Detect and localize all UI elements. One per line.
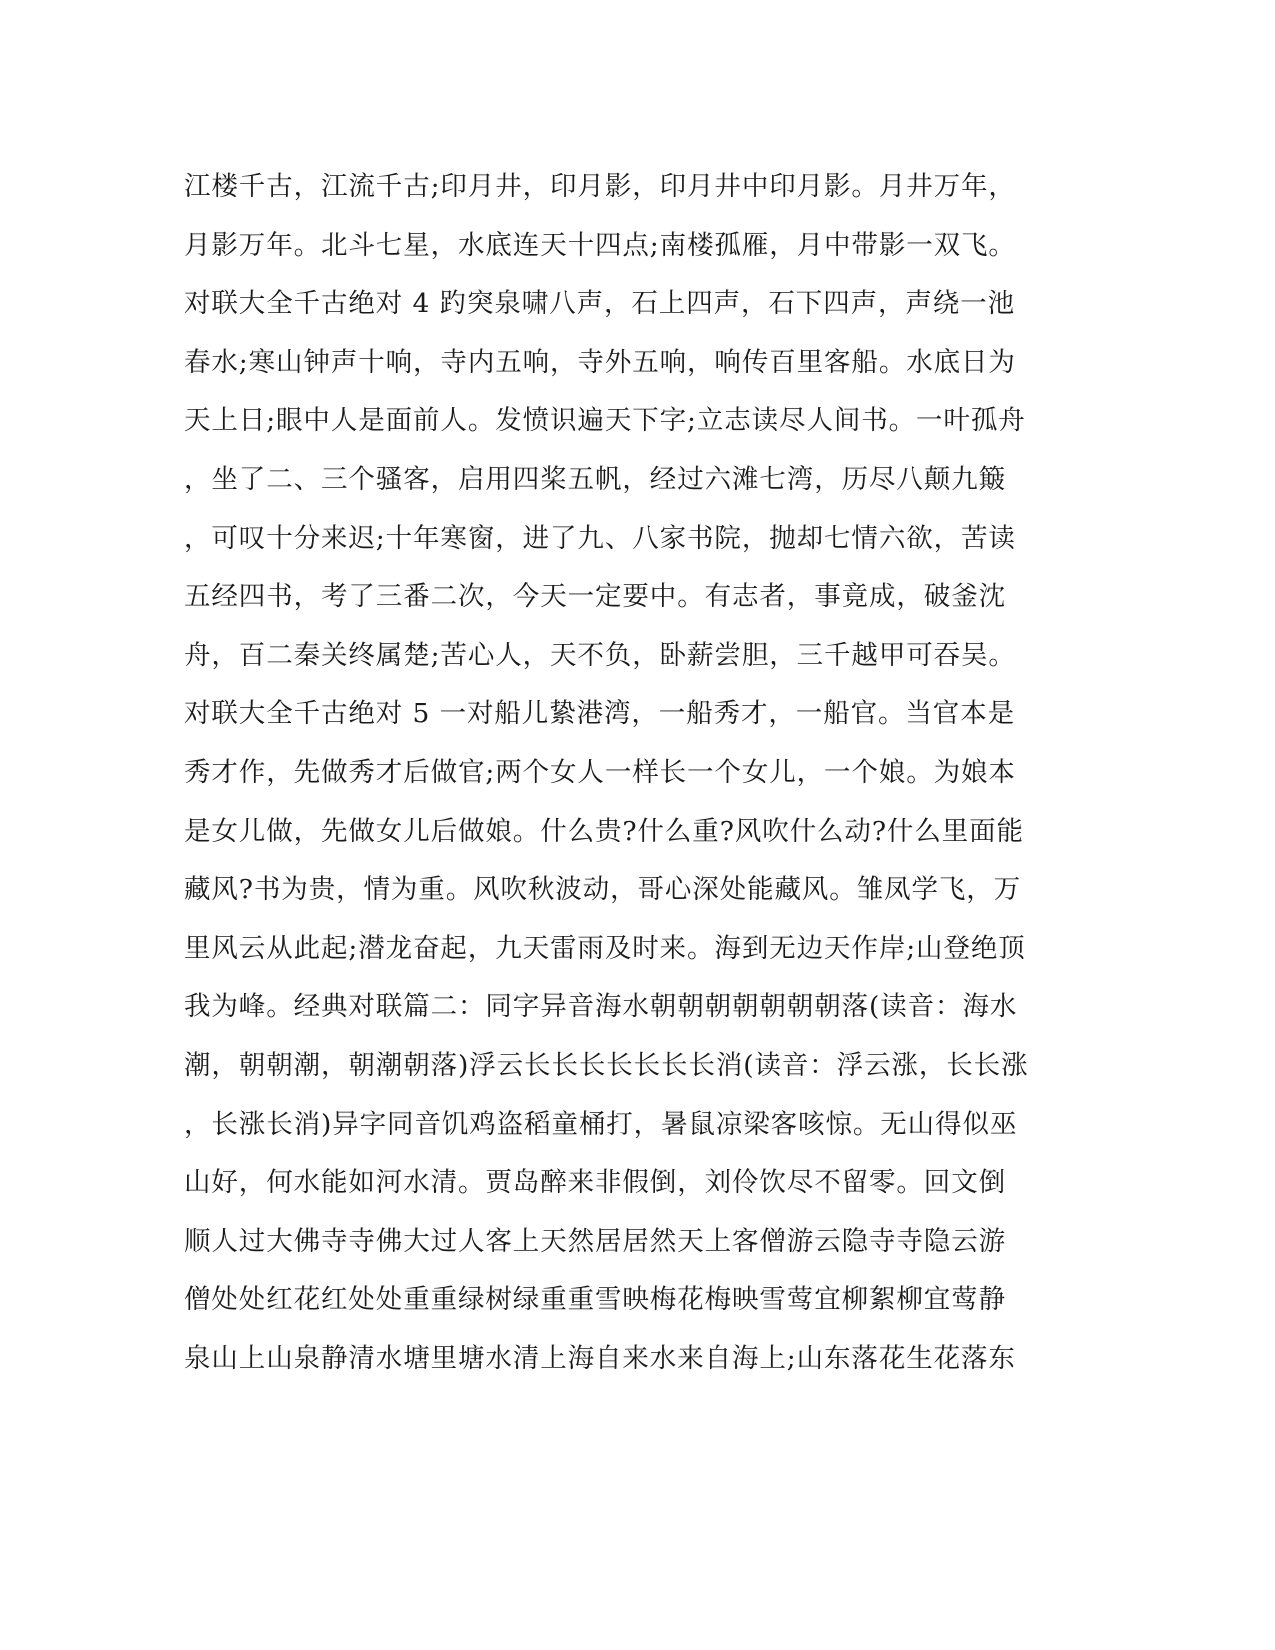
text-line: ，可叹十分来迟;十年寒窗，进了九、八家书院，抛却七情六欲，苦读 bbox=[184, 522, 1016, 554]
text-line: 江楼千古，江流千古;印月井，印月影，印月井中印月影。月井万年， bbox=[184, 171, 1016, 202]
text-line: 五经四书，考了三番二次，今天一定要中。有志者，事竟成，破釜沈 bbox=[184, 581, 1006, 613]
text-line: 对联大全千古绝对 4 趵突泉啸八声，石上四声，石下四声，声绕一池 bbox=[184, 288, 1016, 320]
text-line: 僧处处红花红处处重重绿树绿重重雪映梅花梅映雪莺宜柳絮柳宜莺静 bbox=[184, 1284, 1006, 1316]
text-line: 山好，何水能如河水清。贾岛醉来非假倒，刘伶饮尽不留零。回文倒 bbox=[184, 1167, 1006, 1199]
text-line: 我为峰。经典对联篇二：同字异音海水朝朝朝朝朝朝朝落(读音：海水 bbox=[184, 991, 1018, 1023]
text-line: 秀才作，先做秀才后做官;两个女人一样长一个女儿，一个娘。为娘本 bbox=[184, 756, 1016, 788]
text-line: 月影万年。北斗七星，水底连天十四点;南楼孤雁，月中带影一双飞。 bbox=[184, 229, 1016, 261]
text-line: 里风云从此起;潜龙奋起，九天雷雨及时来。海到无边天作岸;山登绝顶 bbox=[184, 932, 1026, 964]
text-line: ，长涨长消)异字同音饥鸡盗稻童桶打，暑鼠凉梁客咳惊。无山得似巫 bbox=[184, 1108, 1018, 1140]
text-line: 是女儿做，先做女儿后做娘。什么贵?什么重?风吹什么动?什么里面能 bbox=[184, 815, 1024, 847]
text-line: 藏风?书为贵，情为重。风吹秋波动，哥心深处能藏风。雏凤学飞，万 bbox=[184, 874, 1022, 906]
text-line: 顺人过大佛寺寺佛大过人客上天然居居然天上客僧游云隐寺寺隐云游 bbox=[184, 1225, 1006, 1257]
text-line: 对联大全千古绝对 5 一对船儿絷港湾，一船秀才，一船官。当官本是 bbox=[184, 698, 1016, 730]
text-line: 舟，百二秦关终属楚;苦心人，天不负，卧薪尝胆，三千越甲可吞吴。 bbox=[184, 639, 1016, 671]
text-line: 天上日;眼中人是面前人。发愤识遍天下字;立志读尽人间书。一叶孤舟 bbox=[184, 405, 1026, 437]
text-line: 泉山上山泉静清水塘里塘水清上海自来水来自海上;山东落花生花落东 bbox=[184, 1342, 1016, 1374]
text-line: 潮，朝朝潮，朝潮朝落)浮云长长长长长长长消(读音：浮云涨，长长涨 bbox=[184, 1049, 1029, 1081]
text-line: ，坐了二、三个骚客，启用四桨五帆，经过六滩七湾，历尽八颠九簸 bbox=[184, 463, 1006, 495]
body-text bbox=[184, 158, 1064, 1388]
text-line: 春水;寒山钟声十响，寺内五响，寺外五响，响传百里客船。水底日为 bbox=[184, 346, 1016, 378]
